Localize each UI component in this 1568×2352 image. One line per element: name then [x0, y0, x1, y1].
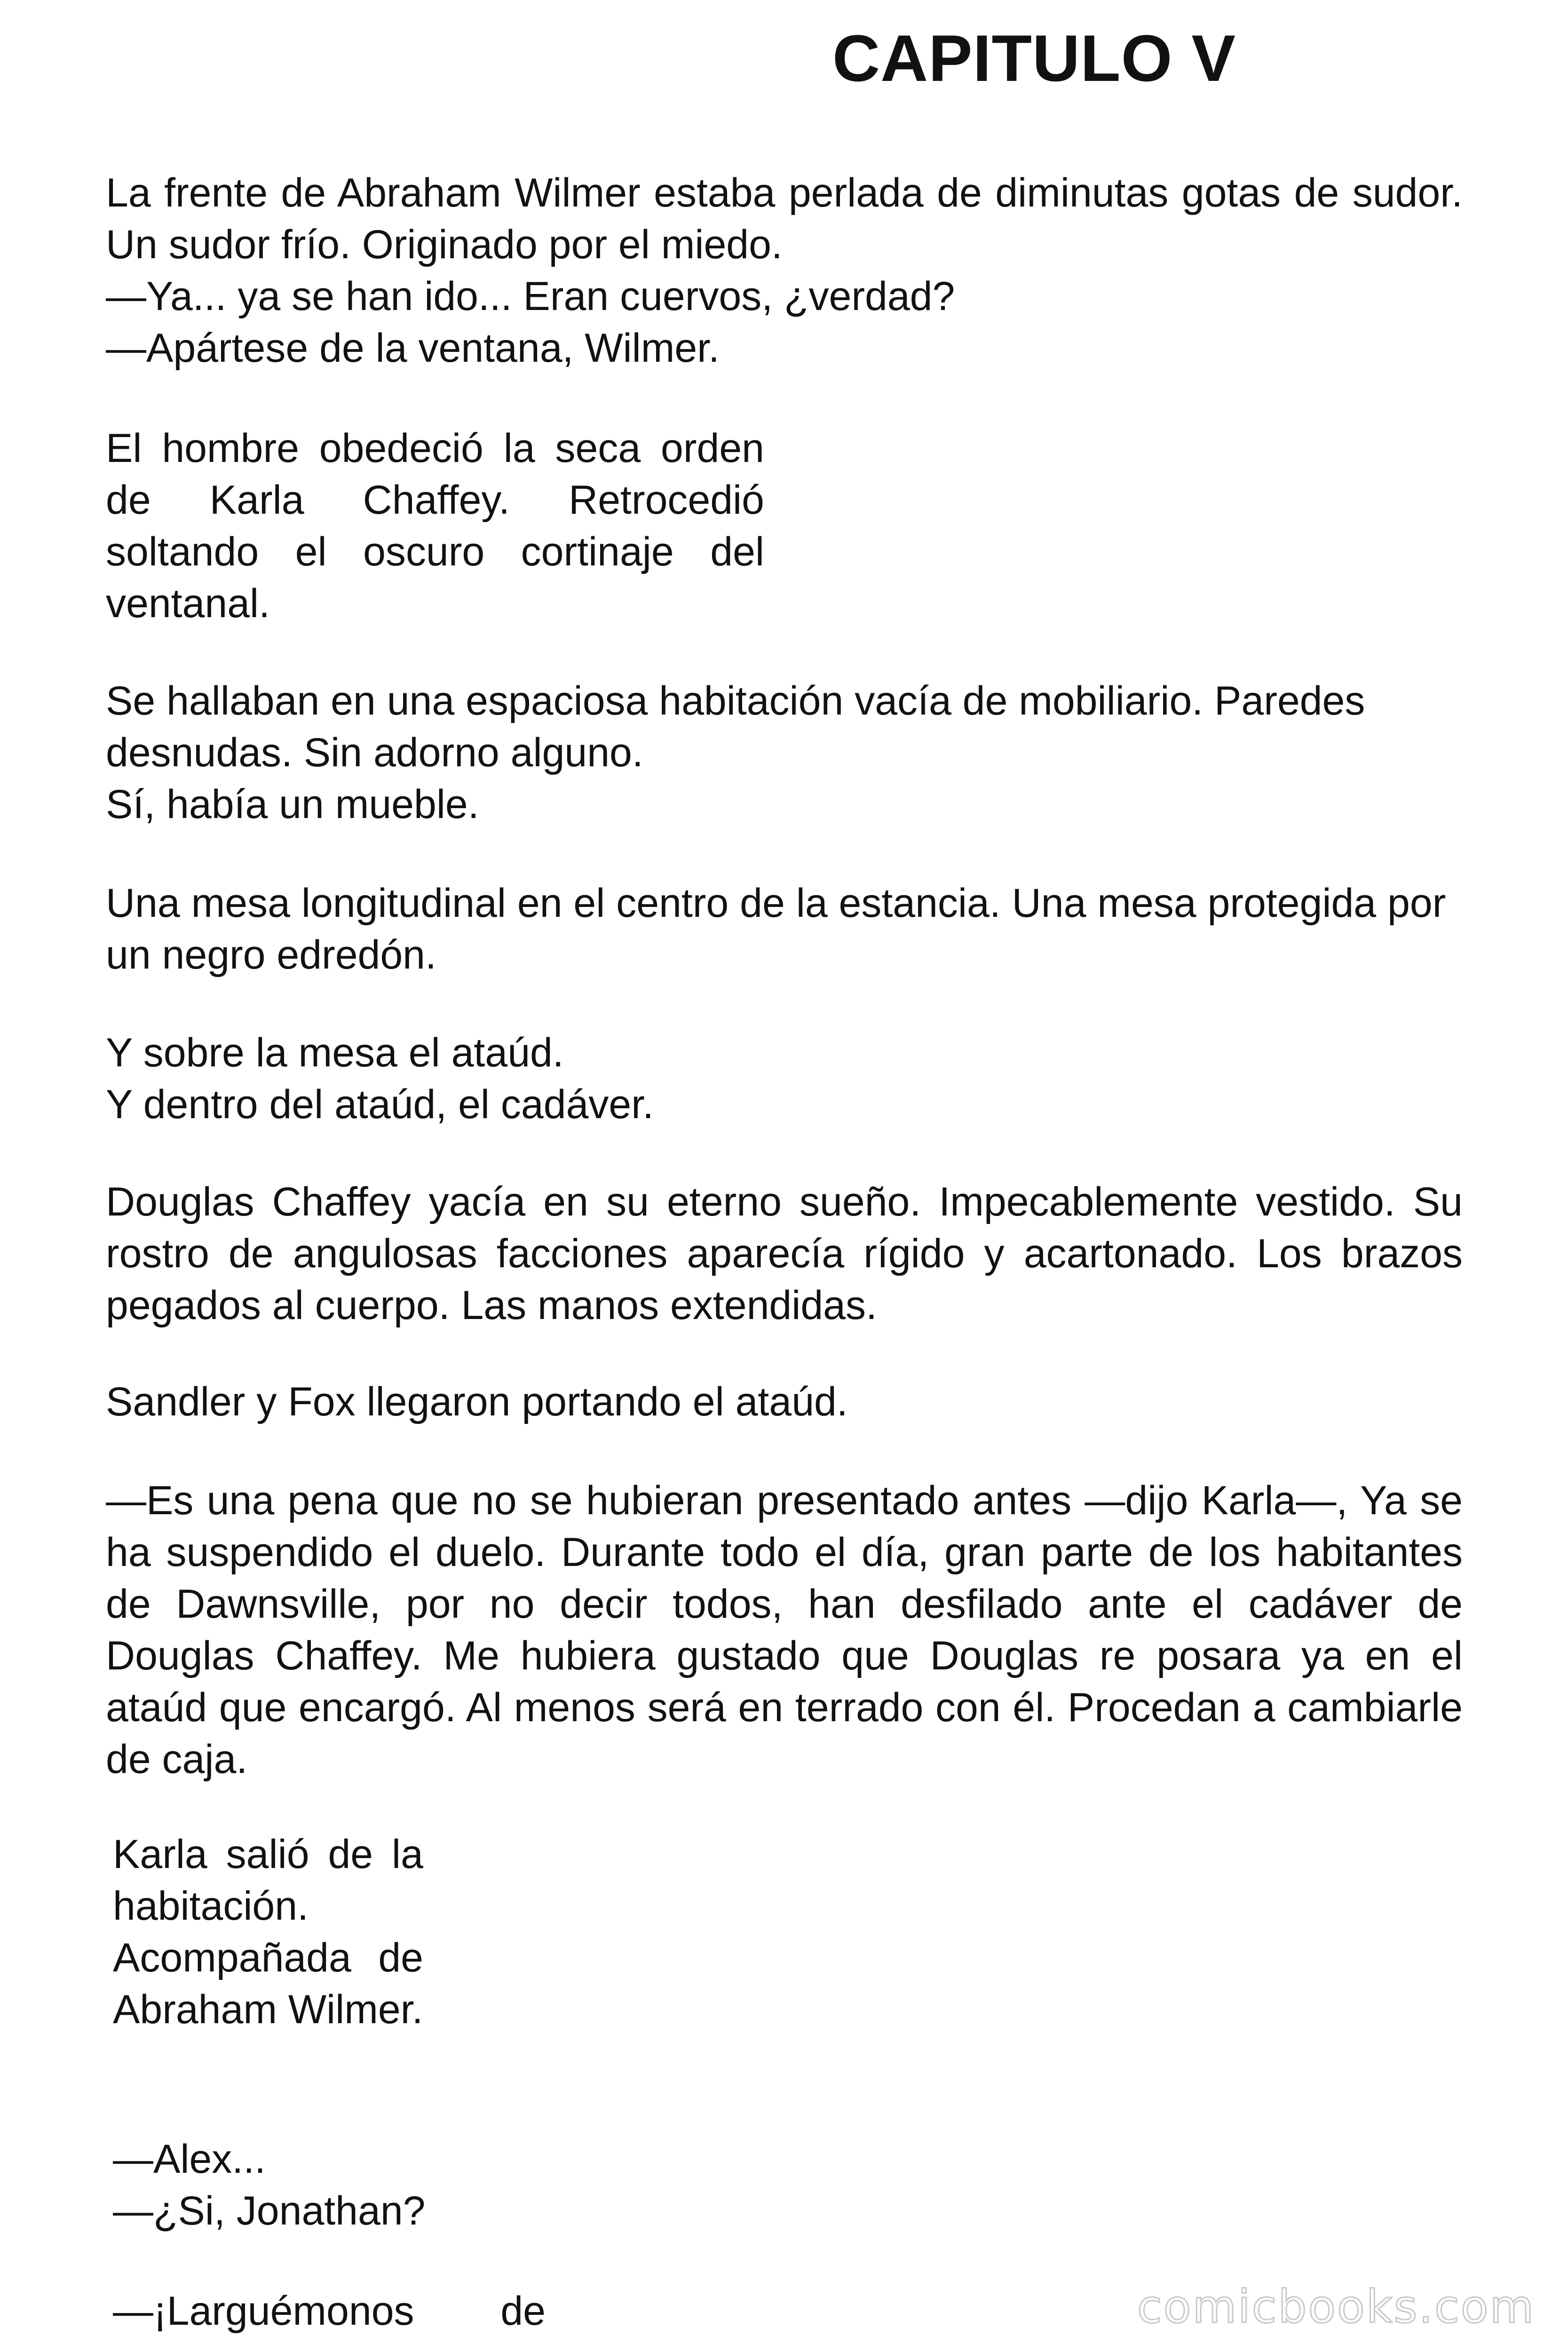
paragraph-10 [113, 2133, 1470, 2237]
paragraph-5-line-2: Y dentro del ataúd, el cadáver. [106, 1082, 654, 1127]
paragraph-6-text: Douglas Chaffey yacía en su eterno sueño. Impecablemente vestido. Su rostro de angulosas facciones aparecía rígido y acartonado. Los brazos pegados al cuerpo. Las manos extendidas. [106, 1179, 1463, 1328]
paragraph-11-text: —¡Larguémonos de [113, 2288, 546, 2334]
paragraph-6 [106, 1176, 1463, 1331]
paragraph-5 [106, 1027, 1463, 1130]
paragraph-9 [113, 1828, 423, 2035]
paragraph-5-line-1: Y sobre la mesa el ataúd. [106, 1030, 564, 1075]
paragraph-1 [106, 167, 1463, 374]
paragraph-10-line-2: —¿Si, Jonathan? [113, 2188, 426, 2233]
watermark-logo: comicbooks.com [1137, 2280, 1535, 2333]
paragraph-2 [106, 422, 764, 629]
paragraph-10-line-1: —Alex... [113, 2137, 266, 2182]
paragraph-11 [113, 2285, 546, 2337]
paragraph-1-line-1: La frente de Abraham Wilmer estaba perlada de diminutas gotas de sudor. Un sudor frío. Originado por el miedo. [106, 170, 1463, 267]
paragraph-3-line-2: Sí, había un mueble. [106, 782, 479, 827]
paragraph-4-text: Una mesa longitudinal en el centro de la estancia. Una mesa protegida por un negro edredón. [106, 881, 1446, 977]
paragraph-9-text: Karla salió de la habitación. Acompañada de Abraham Wilmer. [113, 1832, 423, 2032]
chapter-title: CAPITULO V [832, 21, 1236, 95]
paragraph-8-text: —Es una pena que no se hubieran presentado antes —dijo Karla—, Ya se ha suspendido el duelo. Durante todo el día, gran parte de los habitantes de Dawnsville, por no decir todos, han desfilado ante el cadáver de Douglas Chaffey. Me hubiera gustado que Douglas re posara ya en el ataúd que encargó. Al menos será en terrado con él. Procedan a cambiarle de caja. [106, 1478, 1463, 1782]
paragraph-7 [106, 1376, 1463, 1428]
paragraph-1-line-3: —Apártese de la ventana, Wilmer. [106, 326, 720, 371]
paragraph-1-line-2: —Ya... ya se han ido... Eran cuervos, ¿verdad? [106, 274, 955, 319]
paragraph-3-line-1: Se hallaban en una espaciosa habitación vacía de mobiliario. Paredes desnudas. Sin adorno alguno. [106, 678, 1365, 775]
paragraph-8 [106, 1475, 1463, 1785]
paragraph-7-text: Sandler y Fox llegaron portando el ataúd. [106, 1379, 848, 1424]
paragraph-4 [106, 877, 1463, 981]
paragraph-2-text: El hombre obedeció la seca orden de Karla Chaffey. Retrocedió soltando el oscuro cortinaje del ventanal. [106, 426, 764, 626]
paragraph-3 [106, 675, 1463, 830]
